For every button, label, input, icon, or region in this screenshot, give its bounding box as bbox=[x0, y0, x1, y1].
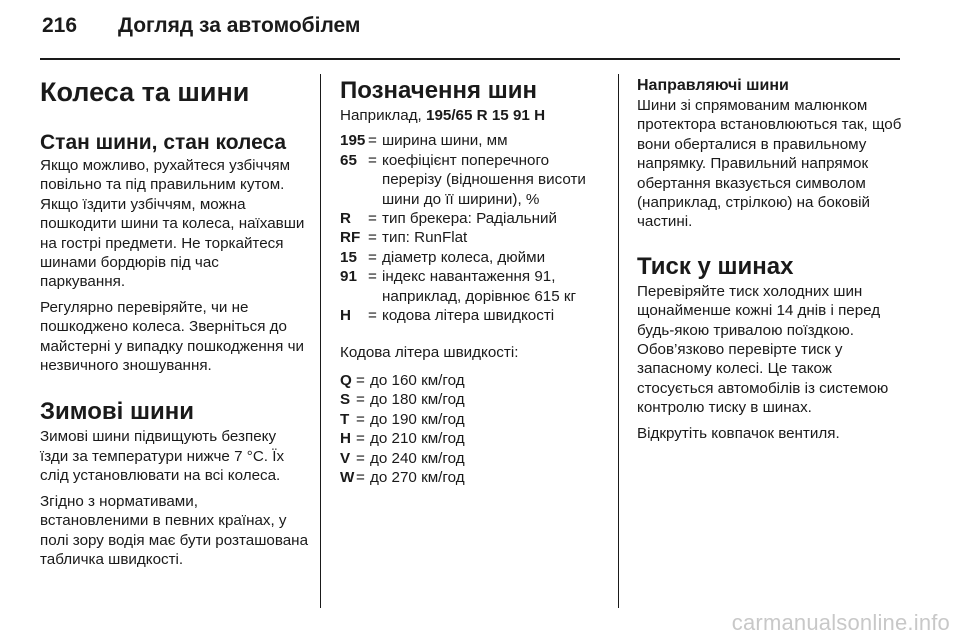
designation-table bbox=[340, 131, 608, 325]
speed-row: Q = до 160 км/год bbox=[340, 371, 465, 389]
definition-row: 91 = індекс навантаження 91, наприклад, дорівнює 615 кг bbox=[340, 268, 577, 305]
paragraph: Відкрутіть ковпачок вентиля. bbox=[637, 424, 840, 442]
speed-row: V = до 240 км/год bbox=[340, 449, 465, 467]
paragraph: Регулярно перевіряйте, чи не пошкоджено колеса. Зверніться до майстерні у випадку пошкодження чи незвичного зношування. bbox=[40, 298, 305, 375]
column-divider-right bbox=[618, 74, 619, 608]
paragraph: Перевіряйте тиск холодних шин щонайменше кожні 14 днів і перед будь-якою тривалою поїздкою. Обов’язково перевірте тиск у запасному колесі. Це також стосується автомобілів із системою контролю тиску в шинах. bbox=[637, 282, 889, 417]
speed-row: S = до 180 км/год bbox=[340, 391, 465, 409]
definition-row: RF = тип: RunFlat bbox=[340, 229, 468, 247]
definition-row: R = тип брекера: Радіальний bbox=[340, 210, 557, 228]
definition-row: 195 = ширина шини, мм bbox=[340, 132, 508, 150]
definition-row: 15 = діаметр колеса, дюйми bbox=[340, 248, 546, 266]
subsection-title-tyre-condition: Стан шини, стан колеса bbox=[40, 131, 287, 154]
definition-row: H = кодова літера швидкості bbox=[340, 307, 555, 325]
example-value: 195/65 R 15 91 H bbox=[426, 107, 546, 124]
page-number: 216 bbox=[42, 14, 78, 37]
header-rule bbox=[40, 58, 900, 60]
speed-row: W = до 270 км/год bbox=[340, 468, 465, 486]
speed-row: T = до 190 км/год bbox=[340, 410, 465, 428]
paragraph: Шини зі спрямованим малюнком протектора встановлюються так, щоб вони оберталися в правильному напрямку. Правильний напрямок обертання вказується символом (наприклад, стрілкою) на боковій частині. bbox=[637, 97, 902, 231]
page-header bbox=[42, 14, 360, 44]
subsection-title-winter-tyres: Зимові шини bbox=[40, 398, 194, 426]
subsection-title-tyre-pressure: Тиск у шинах bbox=[637, 252, 794, 280]
paragraph: Зимові шини підвищують безпеку їзди за температури нижче 7 °C. Їх слід установлювати на всі колеса. bbox=[40, 428, 285, 485]
paragraph: Згідно з нормативами, встановленими в певних країнах, у полі зору водія має бути розташована табличка швидкості. bbox=[40, 492, 309, 568]
watermark: carmanualsonline.info bbox=[731, 610, 950, 635]
column-middle bbox=[340, 76, 608, 487]
speed-code-table bbox=[340, 371, 465, 487]
column-right bbox=[637, 76, 907, 449]
running-title: Догляд за автомобілем bbox=[118, 14, 361, 37]
speed-row: H = до 210 км/год bbox=[340, 430, 465, 448]
subsection-title-tyre-designations: Позначення шин bbox=[340, 77, 537, 104]
column-divider-left bbox=[320, 74, 321, 608]
definition-row: 65 = коефіцієнт поперечного перерізу (відношення висоти шини до її ширини), % bbox=[340, 151, 586, 208]
speed-code-label: Кодова літера швидкості: bbox=[340, 344, 519, 362]
example-line bbox=[340, 106, 608, 125]
column-left bbox=[40, 76, 308, 575]
section-title: Колеса та шини bbox=[40, 77, 250, 107]
example-label: Наприклад, bbox=[340, 107, 426, 124]
paragraph: Якщо можливо, рухайтеся узбіччям повільно та під правильним кутом. Якщо їздити узбіччям, можна пошкодити шини та колеса, наїхавши на гострі предмети. Не торкайтеся шинами бордюрів під час паркування. bbox=[40, 157, 305, 291]
subsection-title-directional-tyres: Направляючі шини bbox=[637, 77, 789, 94]
